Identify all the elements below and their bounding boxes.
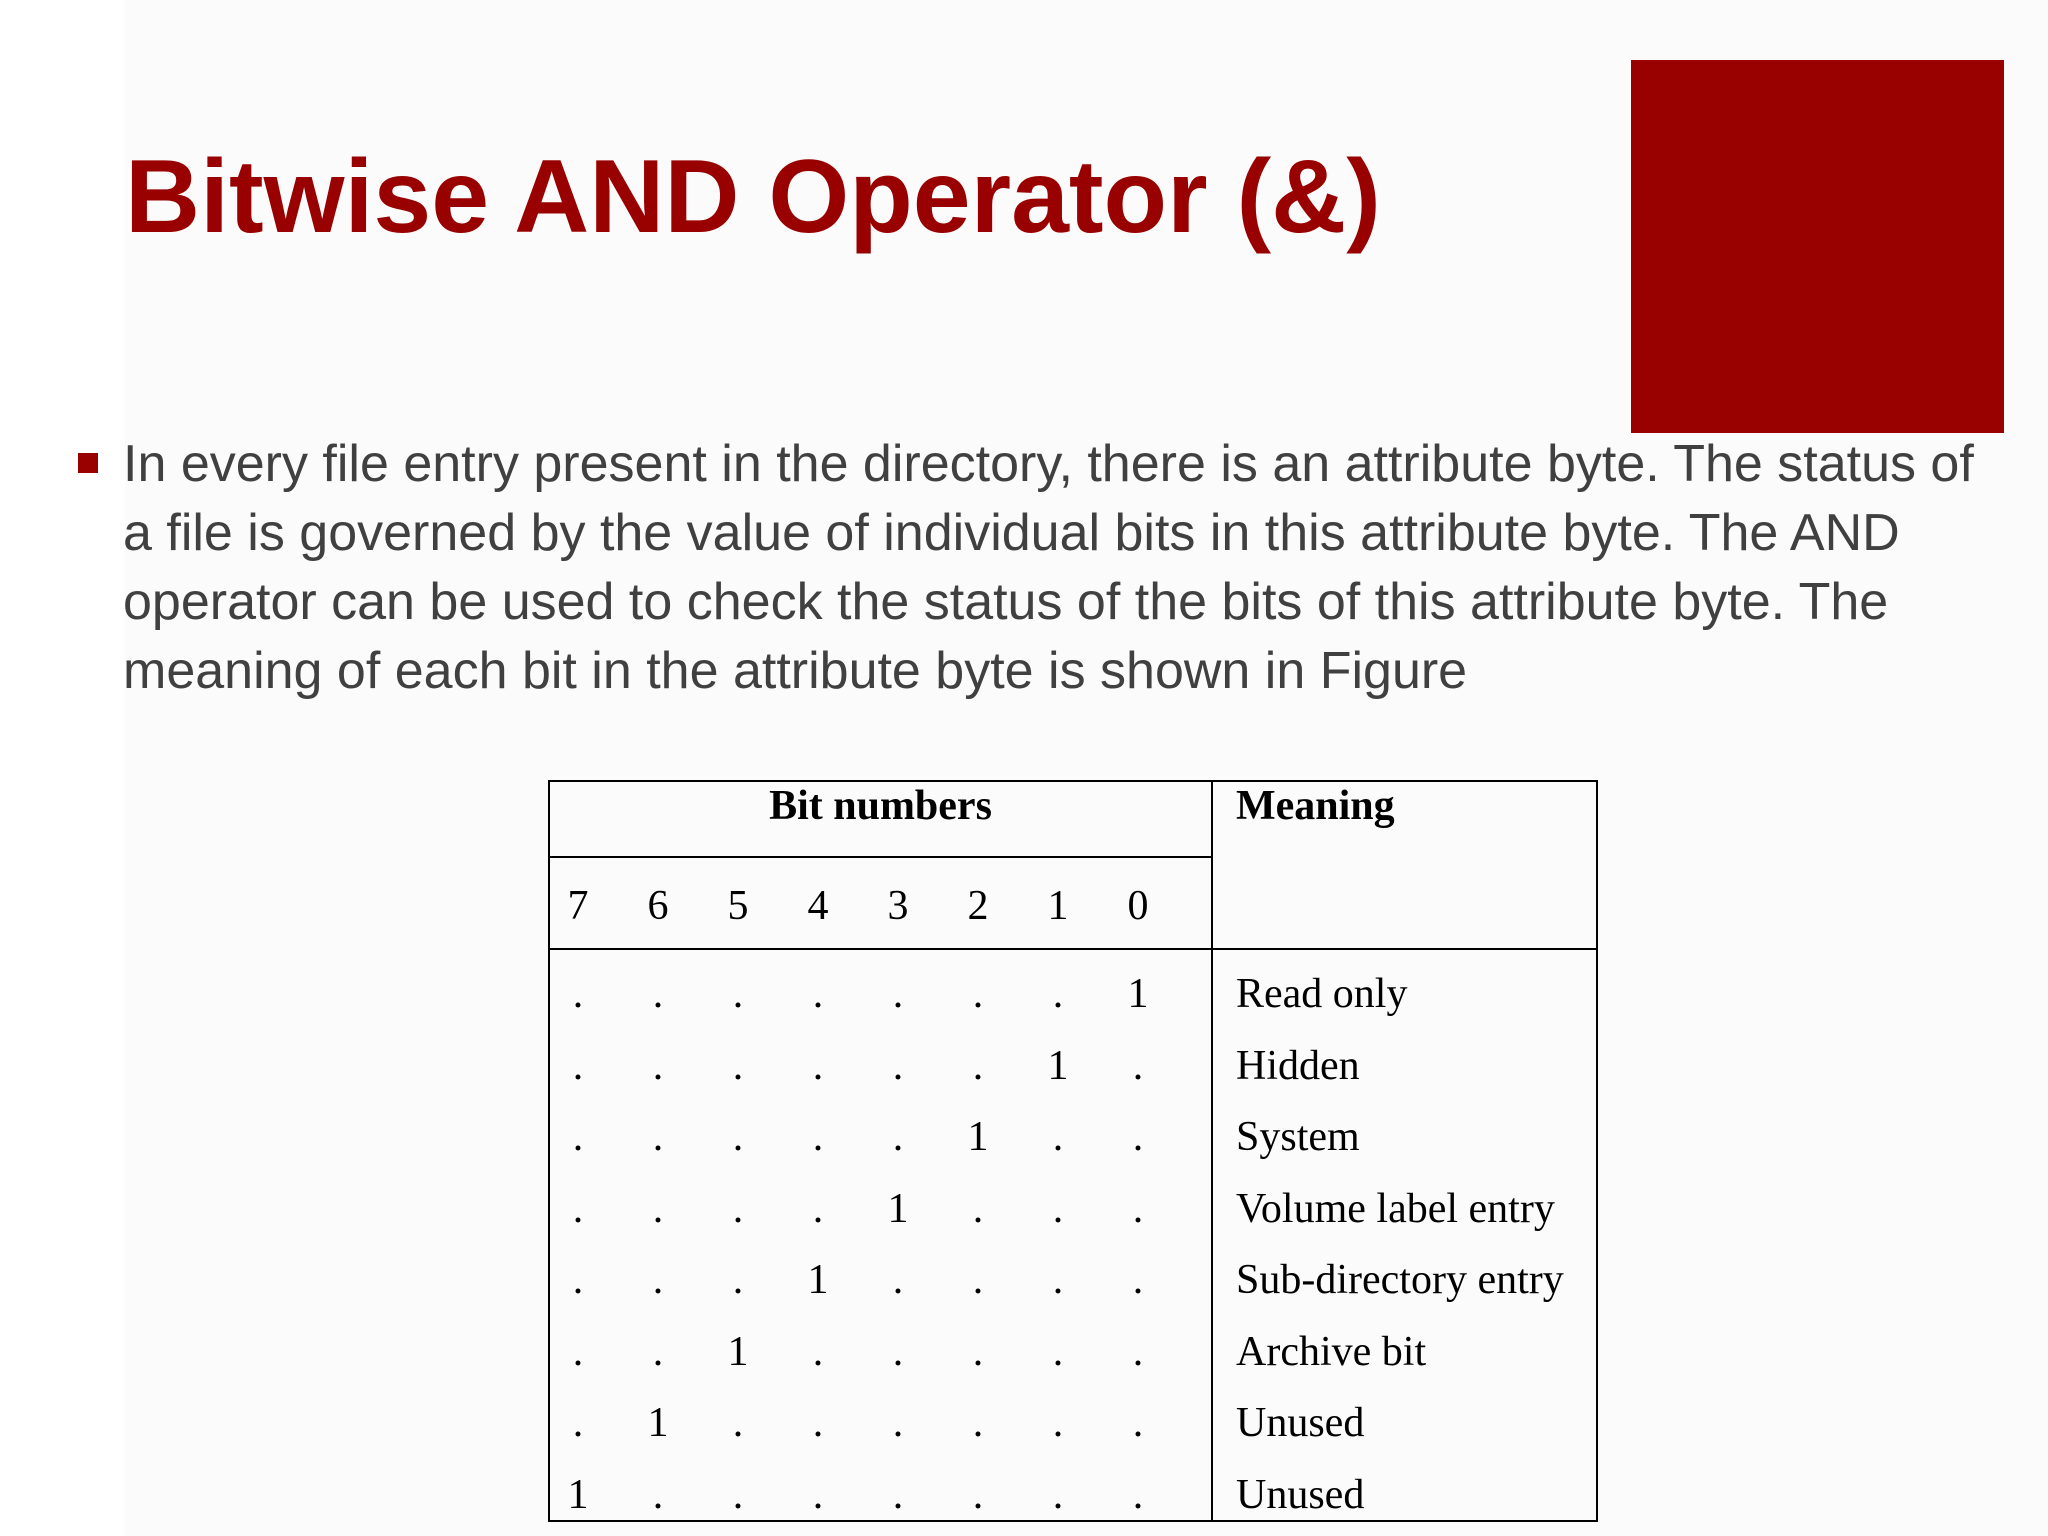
bit-cell: . bbox=[972, 1042, 984, 1089]
bit-cell: . bbox=[652, 1257, 664, 1303]
bit-cell: . bbox=[572, 1042, 584, 1089]
bit-cell: . bbox=[572, 1114, 584, 1160]
header-divider bbox=[550, 948, 1596, 950]
bit-cell: . bbox=[812, 1400, 824, 1446]
accent-square bbox=[1631, 60, 2004, 433]
table-row bbox=[550, 1395, 1596, 1451]
bit-cell: 1 bbox=[807, 1257, 829, 1303]
bit-number-7: 7 bbox=[567, 883, 589, 929]
bit-cell: . bbox=[732, 1257, 744, 1303]
bit-cell: . bbox=[892, 1328, 904, 1375]
bit-cell: . bbox=[732, 1114, 744, 1160]
bit-cell: . bbox=[1132, 1114, 1144, 1160]
bit-cell: . bbox=[652, 1328, 664, 1375]
bit-cell: . bbox=[1052, 1257, 1064, 1303]
bit-cell: . bbox=[652, 1114, 664, 1160]
bit-cell: . bbox=[572, 971, 584, 1017]
table-row bbox=[550, 1038, 1596, 1094]
bit-cell: . bbox=[1132, 1471, 1144, 1518]
bit-cell: . bbox=[1052, 1328, 1064, 1375]
bit-cell: . bbox=[652, 1471, 664, 1518]
bit-number-row bbox=[550, 878, 1211, 934]
bit-cell: . bbox=[1052, 971, 1064, 1017]
meaning-cell: Unused bbox=[1236, 1400, 1365, 1446]
meaning-cell: Archive bit bbox=[1236, 1328, 1427, 1375]
bit-cell: . bbox=[732, 1400, 744, 1446]
bit-cell: 1 bbox=[567, 1471, 589, 1518]
meaning-cell: Unused bbox=[1236, 1471, 1365, 1518]
bit-cell: . bbox=[572, 1185, 584, 1232]
bit-cell: . bbox=[972, 971, 984, 1017]
bit-cell: . bbox=[1132, 1257, 1144, 1303]
meaning-cell: Hidden bbox=[1236, 1042, 1360, 1089]
bit-number-5: 5 bbox=[727, 883, 749, 929]
header-bit-numbers: Bit numbers bbox=[769, 783, 992, 829]
bit-cell: 1 bbox=[647, 1400, 669, 1446]
bit-cell: . bbox=[1052, 1471, 1064, 1518]
table-row bbox=[550, 966, 1596, 1022]
bit-cell: . bbox=[972, 1400, 984, 1446]
bit-cell: . bbox=[1132, 1400, 1144, 1446]
table-row bbox=[550, 1109, 1596, 1165]
slide-title: Bitwise AND Operator (&) bbox=[125, 139, 1381, 255]
bit-cell: 1 bbox=[727, 1328, 749, 1375]
meaning-cell: Read only bbox=[1236, 971, 1408, 1017]
bit-cell: . bbox=[892, 1114, 904, 1160]
bit-cell: 1 bbox=[967, 1114, 989, 1160]
bit-number-1: 1 bbox=[1047, 883, 1069, 929]
bit-cell: . bbox=[732, 1042, 744, 1089]
bit-cell: . bbox=[892, 971, 904, 1017]
bit-cell: . bbox=[572, 1400, 584, 1446]
bit-cell: . bbox=[652, 1185, 664, 1232]
bit-cell: . bbox=[812, 1185, 824, 1232]
bit-cell: . bbox=[1052, 1400, 1064, 1446]
bit-cell: . bbox=[892, 1042, 904, 1089]
bit-cell: . bbox=[652, 1042, 664, 1089]
bit-cell: . bbox=[732, 971, 744, 1017]
bit-cell: . bbox=[1132, 1185, 1144, 1232]
bit-cell: . bbox=[812, 1328, 824, 1375]
header-meaning: Meaning bbox=[1236, 783, 1395, 829]
table-row bbox=[550, 1181, 1596, 1237]
bit-cell: . bbox=[972, 1471, 984, 1518]
bit-cell: . bbox=[972, 1257, 984, 1303]
bit-cell: . bbox=[1052, 1185, 1064, 1232]
bit-cell: . bbox=[572, 1257, 584, 1303]
bit-number-3: 3 bbox=[887, 883, 909, 929]
bullet-marker bbox=[78, 453, 98, 473]
bit-cell: . bbox=[892, 1400, 904, 1446]
bit-header-divider bbox=[550, 856, 1211, 858]
attribute-byte-table bbox=[548, 780, 1598, 1522]
bullet-text: In every file entry present in the directory, there is an attribute byte. The status of a file is governed by the value of individual bits in this attribute byte. The AND operator can be used to check the status of the bits of this attribute byte. The meaning of each bit in the attribute byte is shown in Figure bbox=[123, 435, 1974, 700]
bit-number-6: 6 bbox=[647, 883, 669, 929]
bit-cell: . bbox=[572, 1328, 584, 1375]
bit-cell: 1 bbox=[1127, 971, 1149, 1017]
meaning-cell: System bbox=[1236, 1114, 1360, 1160]
bit-cell: . bbox=[892, 1257, 904, 1303]
bit-cell: . bbox=[1132, 1042, 1144, 1089]
bit-number-2: 2 bbox=[967, 883, 989, 929]
bit-cell: . bbox=[972, 1185, 984, 1232]
bit-cell: . bbox=[732, 1185, 744, 1232]
bit-cell: 1 bbox=[887, 1185, 909, 1232]
meaning-cell: Sub-directory entry bbox=[1236, 1257, 1564, 1303]
table-row bbox=[550, 1467, 1596, 1523]
bit-cell: . bbox=[972, 1328, 984, 1375]
bit-cell: . bbox=[732, 1471, 744, 1518]
bit-number-0: 0 bbox=[1127, 883, 1149, 929]
bit-cell: . bbox=[892, 1471, 904, 1518]
bit-number-4: 4 bbox=[807, 883, 829, 929]
bit-cell: 1 bbox=[1047, 1042, 1069, 1089]
table-row bbox=[550, 1252, 1596, 1308]
bit-cell: . bbox=[812, 1114, 824, 1160]
meaning-cell: Volume label entry bbox=[1236, 1185, 1555, 1232]
bit-cell: . bbox=[812, 1471, 824, 1518]
bit-cell: . bbox=[1132, 1328, 1144, 1375]
bit-cell: . bbox=[812, 1042, 824, 1089]
bit-cell: . bbox=[1052, 1114, 1064, 1160]
table-row bbox=[550, 1324, 1596, 1380]
bit-cell: . bbox=[812, 971, 824, 1017]
bit-cell: . bbox=[652, 971, 664, 1017]
